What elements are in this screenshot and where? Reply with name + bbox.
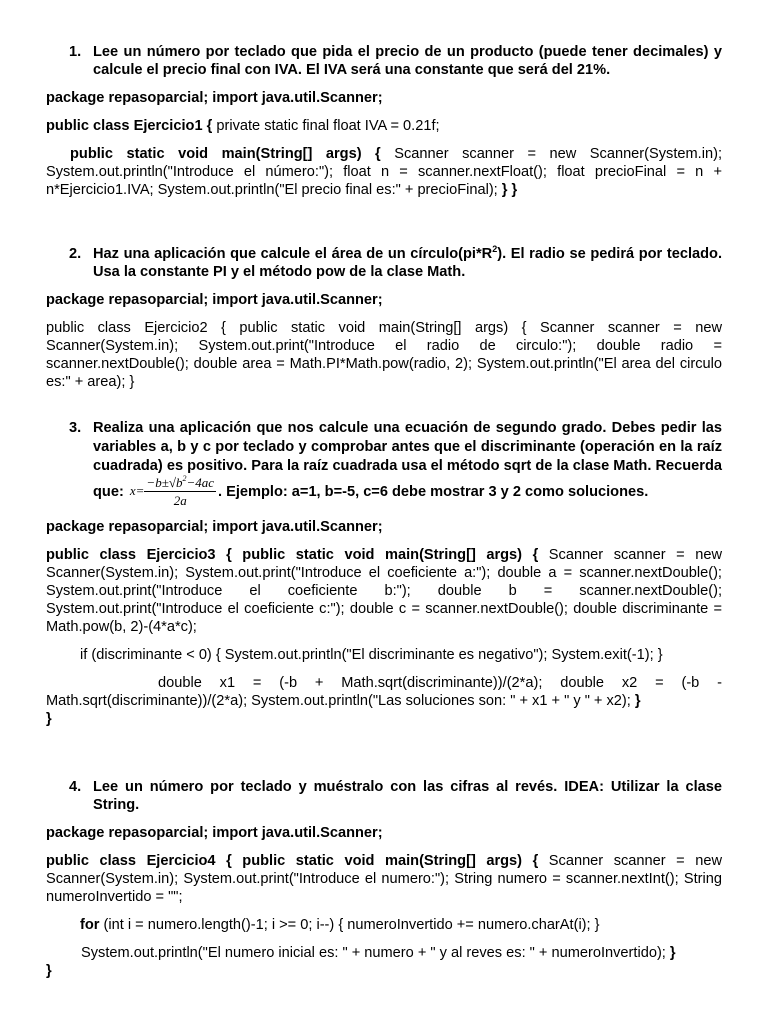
formula-denominator: 2a [173, 493, 187, 508]
exercise-1-number: 1. [69, 44, 82, 60]
formula-numerator [144, 476, 216, 492]
formula-lhs: x= [129, 482, 145, 498]
exercise-1-field: private static final float IVA = 0.21f; [212, 118, 440, 134]
exercise-4-class-declaration: public class Ejercicio4 { public static void main(String[] args) { [46, 853, 539, 869]
exercise-2-package: package repasoparcial; import java.util.Scanner; [46, 292, 383, 308]
exercise-3-package: package repasoparcial; import java.util.Scanner; [46, 519, 383, 535]
exercise-4-body: Scanner scanner = new Scanner(System.in); System.out.print("Introduce el numero:"); String numero = scanner.nextInt(); String numeroInvertido = ""; [46, 853, 723, 905]
exercise-3-body: Scanner scanner = new Scanner(System.in); System.out.print("Introduce el coeficiente a:"); double a = scanner.nextDouble(); System.out.print("Introduce el coeficiente b:"); double b = scanner.nextDouble(); System.out.print("Introduce el coeficiente c:"); double c = scanner.nextDouble(); double discriminante = Math.pow(b, 2)-(4*a*c); [46, 547, 723, 635]
exercise-1-closing: } } [501, 182, 518, 198]
exercise-3-if-line: if (discriminante < 0) { System.out.println("El discriminante es negativo"); System.exit(-1); } [80, 647, 663, 663]
exercise-4-print-brace: } [669, 945, 676, 961]
exercise-1-main-declaration: public static void main(String[] args) { [70, 146, 381, 162]
exercise-2-exponent: 2 [492, 244, 498, 254]
exercise-1-code [46, 145, 722, 199]
exercise-1-package: package repasoparcial; import java.util.Scanner; [46, 90, 383, 106]
exercise-3-solutions [46, 674, 722, 710]
formula-numerator-a: −b±√b [146, 475, 183, 490]
exercise-1-body: Scanner scanner = new Scanner(System.in); System.out.println("Introduce el número:"); float n = scanner.nextFloat(); float precioFinal = n + n*Ejercicio1.IVA; System.out.println("El precio final es:" + precioFinal); [46, 146, 723, 198]
exercise-1 [46, 43, 722, 199]
exercise-4-question [46, 778, 722, 814]
quadratic-formula [130, 476, 216, 508]
exercise-3-solutions-code: double x1 = (-b + Math.sqrt(discriminante))/(2*a); double x2 = (-b - Math.sqrt(discriminante))/(2*a); System.out.println("Las soluciones son: " + x1 + " y " + x2); [46, 675, 722, 709]
exercise-4-number: 4. [69, 779, 82, 795]
exercise-4-for-body: (int i = numero.length()-1; i >= 0; i--) { numeroInvertido += numero.charAt(i); } [99, 917, 600, 933]
exercise-2-statement-a: Haz una aplicación que calcule el área de un círculo(pi*R [93, 246, 493, 262]
exercise-3-class-declaration: public class Ejercicio3 { public static void main(String[] args) { [46, 547, 539, 563]
exercise-4-code [46, 852, 722, 906]
exercise-3-code [46, 546, 722, 636]
exercise-3 [46, 419, 722, 728]
exercise-2-statement-b: ). El radio se pedirá por teclado. Usa la constante PI y el método pow de la clase Math. [93, 246, 722, 280]
formula-fraction [144, 476, 216, 508]
exercise-3-question [46, 419, 722, 508]
formula-numerator-exponent: 2 [182, 474, 187, 483]
exercise-3-closing: } [46, 711, 52, 727]
exercise-4 [46, 778, 722, 980]
exercise-3-statement-b: . Ejemplo: a=1, b=-5, c=6 debe mostrar 3 y 2 como soluciones. [218, 483, 649, 500]
exercise-4-for-line [46, 916, 722, 934]
exercise-1-question [46, 43, 722, 79]
exercise-4-print-line [46, 944, 722, 962]
exercise-4-statement: Lee un número por teclado y muéstralo con las cifras al revés. IDEA: Utilizar la clase String. [93, 779, 722, 813]
exercise-4-package: package repasoparcial; import java.util.Scanner; [46, 825, 383, 841]
exercise-4-for-keyword: for [80, 917, 100, 933]
exercise-1-statement: Lee un número por teclado que pida el precio de un producto (puede tener decimales) y calcule el precio final con IVA. El IVA será una constante que será del 21%. [93, 44, 722, 78]
exercise-2-question [46, 245, 722, 281]
formula-numerator-b: −4ac [186, 475, 215, 490]
exercise-3-number: 3. [69, 420, 82, 436]
exercise-4-print-code: System.out.println("El numero inicial es: " + numero + " y al reves es: " + numeroInvertido); [81, 945, 670, 961]
exercise-2-code: public class Ejercicio2 { public static void main(String[] args) { Scanner scanner = new Scanner(System.in); System.out.print("Introduce el radio de circulo:"); double radio = scanner.nextDouble(); double area = Math.PI*Math.pow(radio, 2); System.out.println("El area del circulo es:" + area); } [46, 320, 722, 390]
exercise-1-class-line [46, 117, 722, 135]
exercise-3-statement-a: Realiza una aplicación que nos calcule una ecuación de segundo grado. Debes pedir las variables a, b y c por teclado y comprobar antes que el discriminante (operación en la raíz cuadrada) es positivo. Para la raíz cuadrada usa el método sqrt de la clase Math. Recuerda que: [93, 420, 722, 500]
exercise-4-closing: } [46, 963, 52, 979]
exercise-1-class-declaration: public class Ejercicio1 { [46, 118, 213, 134]
exercise-2-number: 2. [69, 246, 82, 262]
exercise-2 [46, 245, 722, 391]
exercise-3-solutions-brace: } [634, 693, 641, 709]
